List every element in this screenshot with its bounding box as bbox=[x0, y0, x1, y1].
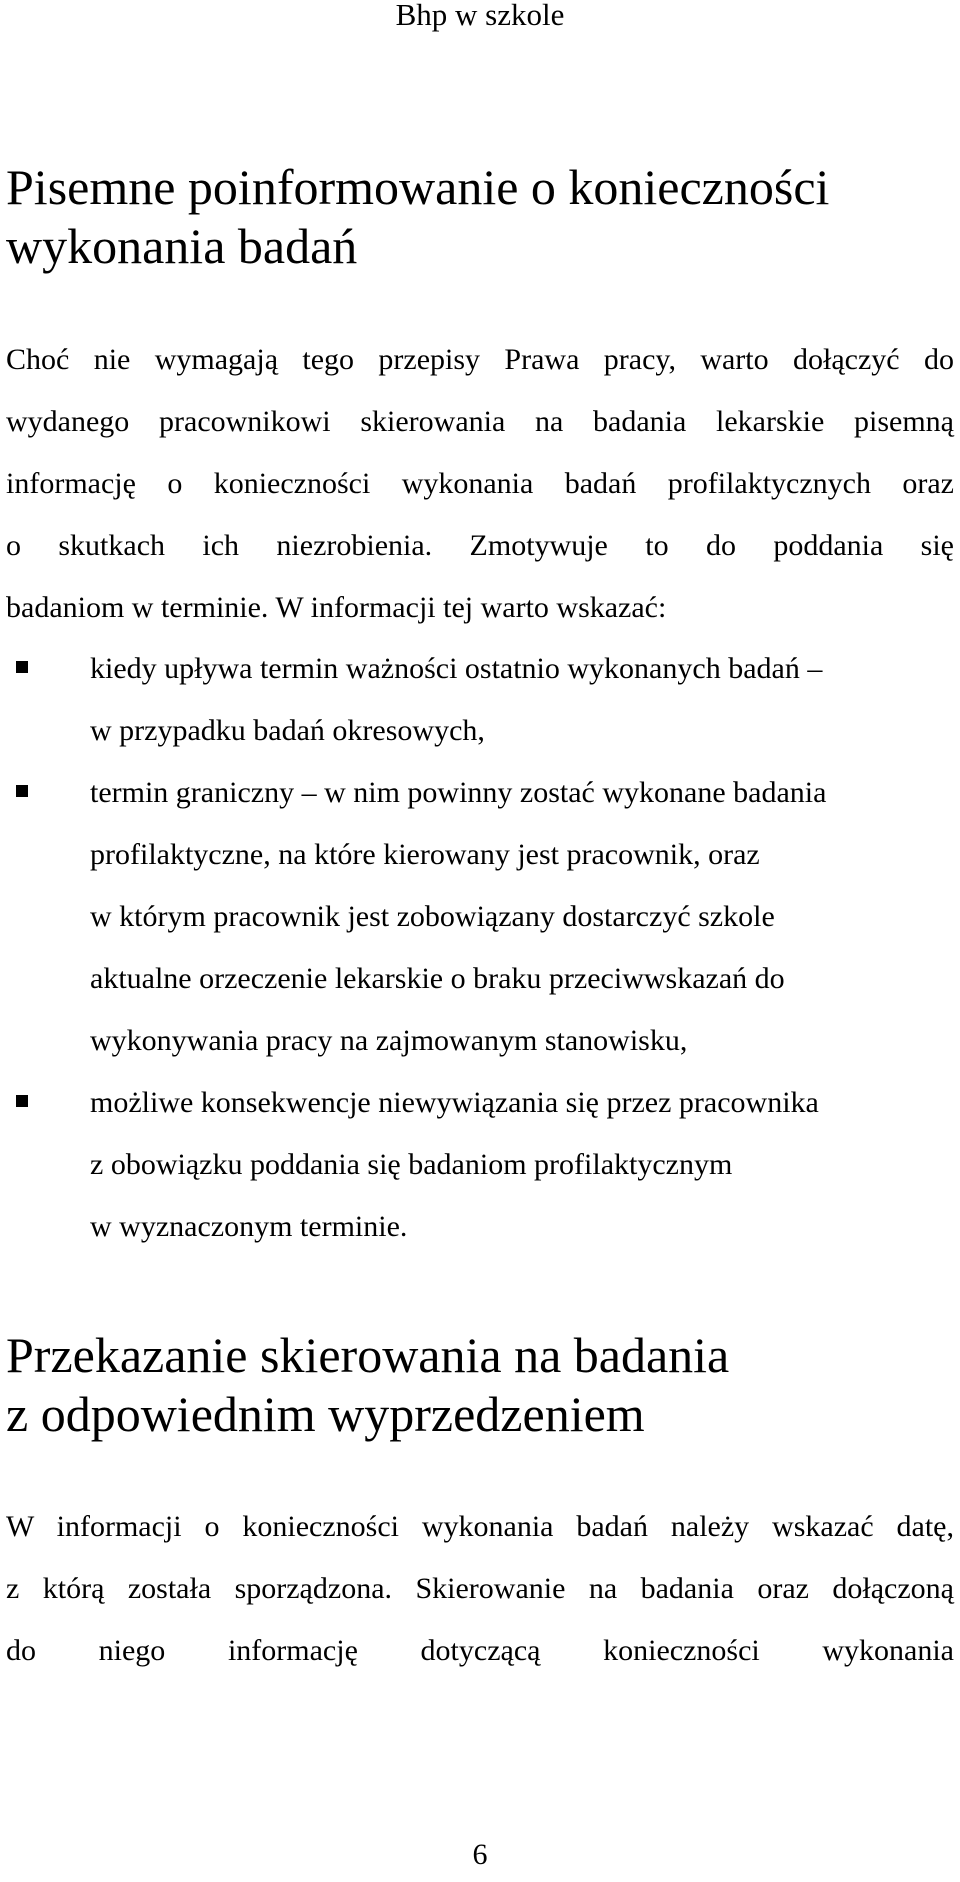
section-heading-referral-in-advance bbox=[6, 1326, 946, 1444]
list-item bbox=[0, 1072, 940, 1258]
referral-paragraph bbox=[6, 1496, 954, 1682]
list-item-line: w wyznaczonym terminie. bbox=[90, 1210, 408, 1243]
paragraph-line: Choć nie wymagają tego przepisy Prawa pracy, warto dołączyć do bbox=[6, 343, 954, 376]
paragraph-line: badaniom w terminie. W informacji tej warto wskazać: bbox=[6, 591, 667, 624]
list-item bbox=[0, 638, 940, 762]
list-item-line: w przypadku badań okresowych, bbox=[90, 714, 485, 747]
running-header: Bhp w szkole bbox=[395, 0, 565, 32]
list-item-line: termin graniczny – w nim powinny zostać wykonane badania bbox=[90, 776, 827, 809]
list-item-line: możliwe konsekwencje niewywiązania się przez pracownika bbox=[90, 1086, 819, 1119]
heading-line: z odpowiednim wyprzedzeniem bbox=[6, 1386, 645, 1442]
heading-line: wykonania badań bbox=[6, 218, 358, 274]
heading-line: Pisemne poinformowanie o konieczności bbox=[6, 159, 830, 215]
paragraph-line: wydanego pracownikowi skierowania na badania lekarskie pisemną bbox=[6, 405, 954, 438]
square-bullet-icon bbox=[16, 661, 28, 673]
list-item-line: wykonywania pracy na zajmowanym stanowisku, bbox=[90, 1024, 688, 1057]
section-heading-written-notice bbox=[6, 158, 946, 276]
list-item bbox=[0, 762, 940, 1072]
list-item-line: w którym pracownik jest zobowiązany dostarczyć szkole bbox=[90, 900, 775, 933]
paragraph-line: informację o konieczności wykonania badań profilaktycznych oraz bbox=[6, 467, 954, 500]
paragraph-line: W informacji o konieczności wykonania badań należy wskazać datę, bbox=[6, 1510, 954, 1543]
intro-paragraph bbox=[6, 329, 954, 639]
list-item-line: kiedy upływa termin ważności ostatnio wykonanych badań – bbox=[90, 652, 823, 685]
list-item-line: aktualne orzeczenie lekarskie o braku przeciwwskazań do bbox=[90, 962, 785, 995]
page-number: 6 bbox=[472, 1838, 488, 1871]
heading-line: Przekazanie skierowania na badania bbox=[6, 1327, 730, 1383]
paragraph-line: o skutkach ich niezrobienia. Zmotywuje to do poddania się bbox=[6, 529, 954, 562]
square-bullet-icon bbox=[16, 1095, 28, 1107]
square-bullet-icon bbox=[16, 785, 28, 797]
paragraph-line: do niego informację dotyczącą konieczności wykonania bbox=[6, 1634, 954, 1667]
list-item-line: z obowiązku poddania się badaniom profilaktycznym bbox=[90, 1148, 733, 1181]
paragraph-line: z którą została sporządzona. Skierowanie na badania oraz dołączoną bbox=[6, 1572, 954, 1605]
notice-contents-list bbox=[0, 638, 960, 1258]
list-item-line: profilaktyczne, na które kierowany jest pracownik, oraz bbox=[90, 838, 760, 871]
